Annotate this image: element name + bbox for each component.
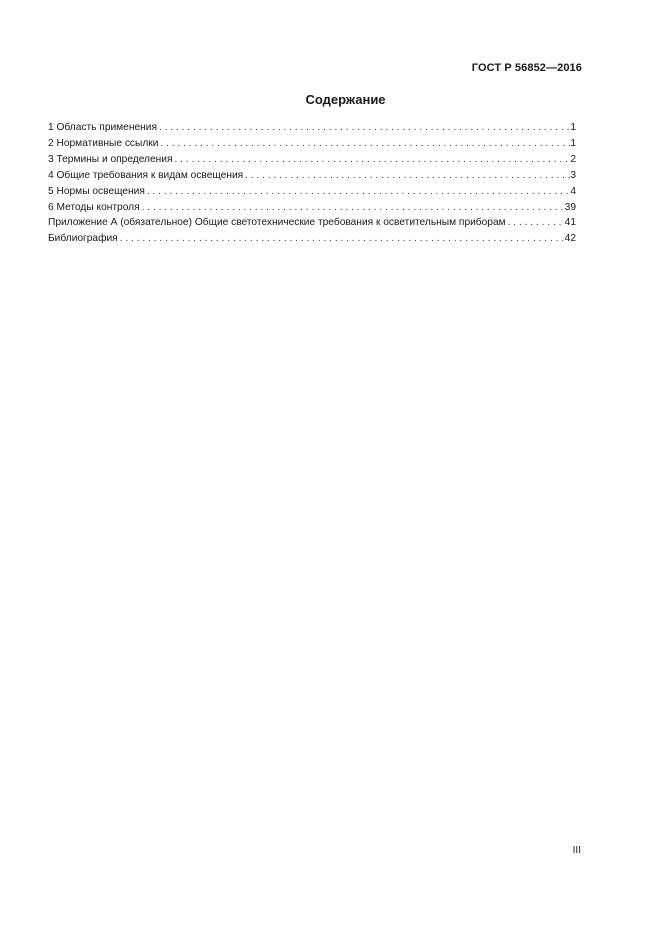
toc-dot-leader <box>159 120 570 136</box>
toc-item-lighting-norms <box>48 184 576 200</box>
toc-item-page: 1 <box>570 137 576 149</box>
toc-dot-leader <box>142 200 565 216</box>
toc-title: Содержание <box>305 92 386 107</box>
toc-item-normative-references <box>48 136 576 152</box>
toc-item-page: 41 <box>564 217 576 229</box>
toc-item-label: Библиография <box>48 233 118 245</box>
table-of-contents <box>48 120 576 247</box>
toc-item-terms-definitions <box>48 152 576 168</box>
toc-dot-leader <box>245 168 570 184</box>
toc-item-label: 4 Общие требования к видам освещения <box>48 169 244 181</box>
toc-item-page: 3 <box>570 169 576 181</box>
toc-item-label: 5 Нормы освещения <box>48 185 145 197</box>
toc-item-label: 3 Термины и определения <box>48 153 173 165</box>
toc-item-control-methods <box>48 200 576 216</box>
document-code: ГОСТ Р 56852—2016 <box>471 62 582 74</box>
toc-item-page: 39 <box>564 201 576 213</box>
toc-item-page: 2 <box>570 153 576 165</box>
toc-item-page: 4 <box>570 185 576 197</box>
page-number: III <box>572 845 581 856</box>
toc-item-page: 1 <box>570 122 576 133</box>
toc-item-label: Приложение А (обязательное) Общие светотехнические требования к осветительным приборам <box>48 217 506 229</box>
toc-item-appendix-a <box>48 215 576 231</box>
toc-dot-leader <box>160 136 570 152</box>
toc-item-general-requirements <box>48 168 576 184</box>
toc-dot-leader <box>120 231 565 247</box>
toc-item-bibliography <box>48 231 576 247</box>
toc-item-label: 6 Методы контроля <box>48 201 140 213</box>
toc-item-page: 42 <box>564 233 576 245</box>
toc-dot-leader <box>147 184 570 200</box>
toc-item-label: 2 Нормативные ссылки <box>48 137 159 149</box>
toc-item-scope <box>48 120 576 136</box>
toc-dot-leader <box>174 152 570 168</box>
toc-dot-leader <box>508 215 565 231</box>
toc-item-label: 1 Область применения <box>48 122 157 133</box>
